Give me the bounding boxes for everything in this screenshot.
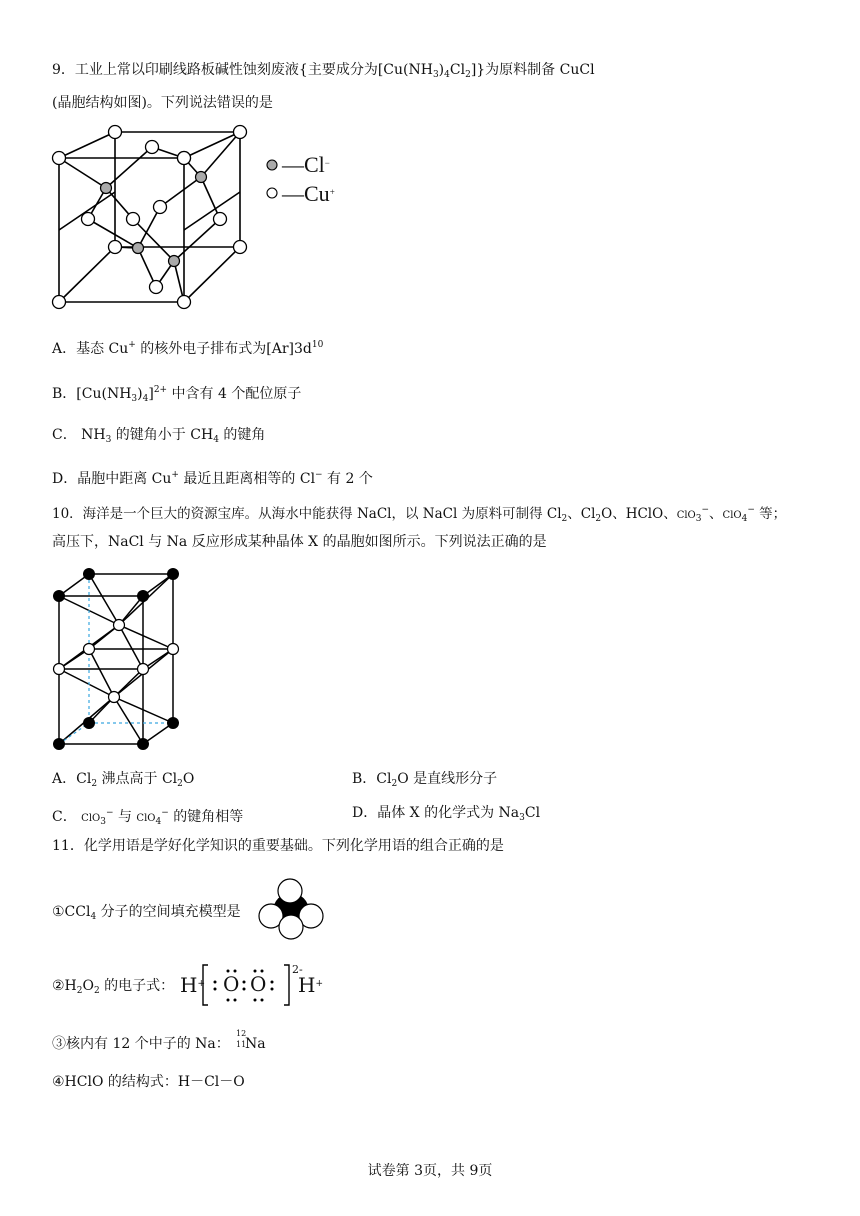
q11-stem: 11．化学用语是学好化学知识的重要基础。下列化学用语的组合正确的是 <box>52 838 504 854</box>
q9-option-c: C． $NH_3$ 的键角小于 $CH_4$ 的键角 <box>52 427 266 445</box>
h2o2-electron-formula: H+ <box>180 973 205 997</box>
h2o2-oxygen-1: O <box>223 972 240 996</box>
h2o2-oxygen-2: O <box>250 972 267 996</box>
legend-cl-label: —Cl− <box>282 152 330 177</box>
q9-stem-line2: (晶胞结构如图)。下列说法错误的是 <box>52 95 273 111</box>
legend-cu-label: —Cu+ <box>282 181 335 206</box>
q9-option-a: A．基态 Cu+ 的核外电子排布式为$[Ar]3d^{10}$ <box>52 340 324 357</box>
page-footer: 试卷第 3页，共 9页 <box>367 1163 493 1179</box>
na-atomic-number: 11 <box>236 1040 247 1049</box>
q10-option-d: D．晶体 X 的化学式为 $Na_3Cl$ <box>352 805 541 823</box>
q11-item-3: ③核内有 12 个中子的 Na： <box>52 1036 230 1052</box>
h2o2-charge: 2- <box>292 963 303 976</box>
q11-item-2: $②H_2O_2$ 的电子式： <box>52 978 175 996</box>
cucl-unit-cell-figure <box>50 122 250 312</box>
q11-item-1: ①CCl$_4$ 分子的空间填充模型是 <box>52 904 241 922</box>
q9-stem-line1: 9．工业上常以印刷线路板碱性蚀刻废液{主要成分为$[Cu(NH_3)_4Cl_2]$}为原料制备 CuCl <box>52 62 595 80</box>
h2o2-h-right: H+ <box>298 973 323 997</box>
q10-stem-line1: 10．海洋是一个巨大的资源宝库。从海水中能获得 NaCl，以 NaCl 为原料可制得 $Cl_2$、$Cl_2O$、HClO、ClO$_3$−、ClO$_4$− 等； <box>52 505 787 524</box>
q9-option-b: B．$[Cu(NH_3)_4]^{2+}$ 中含有 4 个配位原子 <box>52 385 302 404</box>
q10-stem-line2: 高压下，NaCl 与 Na 反应形成某种晶体 X 的晶胞如图所示。下列说法正确的是 <box>52 534 547 550</box>
q11-item-4: ④HClO 的结构式：H－Cl－O <box>52 1074 245 1090</box>
crystal-x-unit-cell-figure <box>50 567 180 752</box>
q10-option-a: A．$Cl_2$ 沸点高于 $Cl_2O$ <box>52 771 195 789</box>
q10-option-c: C． ClO$_3$− 与 ClO$_4$− 的键角相等 <box>52 808 244 827</box>
ccl4-space-filling-model <box>256 876 326 942</box>
na-symbol: Na <box>245 1036 266 1052</box>
na-mass-number: 12 <box>236 1029 247 1038</box>
q9-option-d: D．晶胞中距离 Cu+ 最近且距离相等的 Cl− 有 2 个 <box>52 470 373 487</box>
q10-option-b: B．$Cl_2O$ 是直线形分子 <box>352 771 498 789</box>
